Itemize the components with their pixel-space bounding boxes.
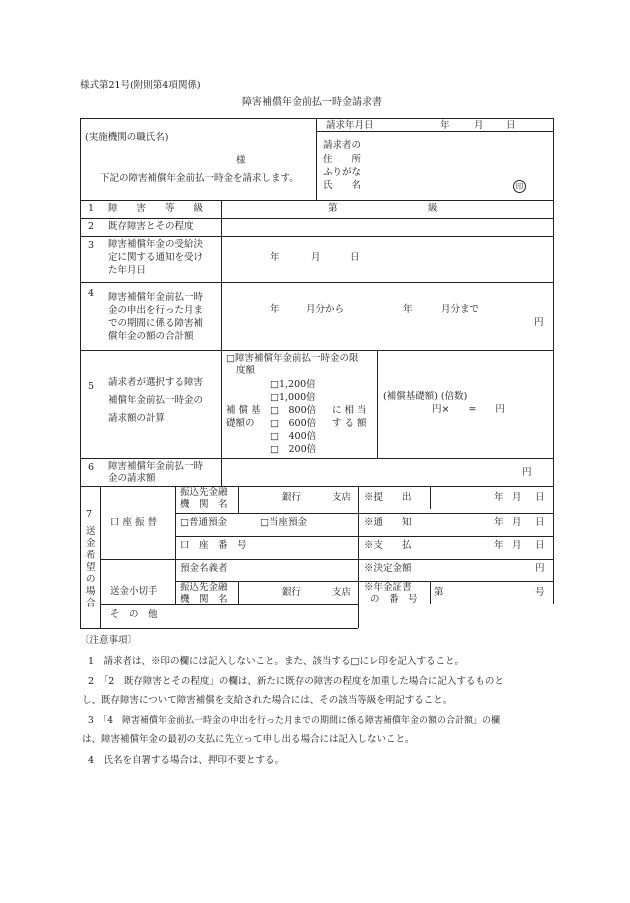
seal-icon: 印 xyxy=(513,180,526,193)
bank2-label-line1: 振込先金融 xyxy=(180,582,228,593)
calc-formula[interactable]: 円× = 円 xyxy=(432,404,505,415)
request-statement: 下記の障害補償年金前払一時金を請求します。 xyxy=(100,173,299,184)
pension-cert-go: 号 xyxy=(535,587,545,598)
request-date-year[interactable]: 年 xyxy=(440,120,450,131)
row3-day[interactable]: 日 xyxy=(350,252,360,263)
name-label: 氏 名 xyxy=(323,180,362,191)
row4-from-month[interactable]: 月分から xyxy=(306,304,345,315)
row3-year[interactable]: 年 xyxy=(270,252,280,263)
multiple-option-200[interactable]: □ 200倍 xyxy=(270,444,317,455)
address-label: 住 所 xyxy=(323,154,362,165)
row6-yen: 円 xyxy=(522,467,532,478)
submission-day: 日 xyxy=(535,492,545,503)
row4-label-line4: 償年金の額の合計額 xyxy=(108,331,194,342)
current-deposit-checkbox[interactable]: □当座預金 xyxy=(260,517,307,528)
notice-day: 日 xyxy=(535,517,545,528)
payment-day: 日 xyxy=(535,540,545,551)
ordinary-deposit-checkbox[interactable]: □普通預金 xyxy=(180,517,227,528)
row3-label-line1: 障害補償年金の受給決 xyxy=(108,239,204,250)
row4-label-line3: での期間に係る障害補 xyxy=(108,318,204,329)
multiple-option-1200[interactable]: □1,200倍 xyxy=(270,379,316,390)
request-date-day[interactable]: 日 xyxy=(506,120,516,131)
notice-year: 年 xyxy=(494,517,504,528)
row4-from-year[interactable]: 年 xyxy=(270,304,280,315)
row1-label: 障 害 等 級 xyxy=(108,203,204,214)
bank2-ginko[interactable]: 銀行 xyxy=(282,587,302,598)
pension-cert-label-line2: の 番 号 xyxy=(370,594,418,605)
grade-kyu: 級 xyxy=(428,203,438,214)
furigana-label: ふりがな xyxy=(323,167,362,178)
row6-label-line2: 金の請求額 xyxy=(108,473,156,484)
notice-month: 月 xyxy=(512,517,522,528)
claimant-label: 請求者の xyxy=(323,140,362,151)
agency-label: (実施機関の職氏名) xyxy=(85,132,169,143)
row5-number: 5 xyxy=(88,381,95,392)
note-2-line2: し、既存障害について障害補償を支給された場合には、その該当等級を明記すること。 xyxy=(82,695,453,706)
bank2-label-line2: 機 関 名 xyxy=(180,594,228,605)
row1-number: 1 xyxy=(88,203,95,214)
bank-label-line1: 振込先金融 xyxy=(180,487,228,498)
row6-number: 6 xyxy=(88,462,95,473)
multiple-option-800[interactable]: □ 800倍 xyxy=(270,405,317,416)
row3-label-line3: た年月日 xyxy=(108,265,147,276)
bank-label-line2: 機 関 名 xyxy=(180,499,228,510)
bank-ginko[interactable]: 銀行 xyxy=(282,492,302,503)
sama-label: 様 xyxy=(236,155,246,166)
limit-label-line2: 度額 xyxy=(236,365,256,376)
payment-month: 月 xyxy=(512,540,522,551)
page-title: 障害補償年金前払一時金請求書 xyxy=(242,97,382,108)
calc-header: (補償基礎額) (倍数) xyxy=(383,391,468,402)
bank-shiten[interactable]: 支店 xyxy=(332,492,352,503)
request-date-month[interactable]: 月 xyxy=(474,120,484,131)
limit-checkbox-label[interactable]: □障害補償年金前払一時金の限 xyxy=(226,353,359,364)
note-1: 1 請求者は、※印の欄には記入しないこと。また、該当する□にレ印を記入すること。 xyxy=(88,656,465,667)
request-date-label: 請求年月日 xyxy=(326,120,374,131)
row6-label-line1: 障害補償年金前払一時 xyxy=(108,461,204,472)
decided-amount-yen: 円 xyxy=(535,563,545,574)
pension-cert-label-line1: ※年金証書 xyxy=(364,582,412,593)
bank2-shiten[interactable]: 支店 xyxy=(332,587,352,598)
note-3-line1: 3 「4 障害補償年金前払一時金の申出を行った月までの期間に係る障害補償年金の額の合計額」の欄 xyxy=(88,716,500,726)
equivalent-label-line2: す る 額 xyxy=(332,418,367,429)
notice-label: ※通 知 xyxy=(364,517,412,528)
transfer-label: 口 座 振 替 xyxy=(110,517,158,528)
payment-label: ※支 払 xyxy=(364,540,412,551)
row4-label-line1: 障害補償年金前払一時 xyxy=(108,292,204,303)
note-4: 4 氏名を自署する場合は、押印不要とする。 xyxy=(88,755,285,766)
other-label: そ の 他 xyxy=(110,609,158,620)
row2-number: 2 xyxy=(88,221,95,232)
multiple-option-400[interactable]: □ 400倍 xyxy=(270,431,317,442)
row7-number: 7 xyxy=(86,509,93,520)
submission-label: ※提 出 xyxy=(364,492,412,503)
row3-number: 3 xyxy=(88,240,95,251)
multiple-option-1000[interactable]: □1,000倍 xyxy=(270,392,316,403)
row5-label-line3: 請求額の計算 xyxy=(108,413,166,424)
money-order-label: 送金小切手 xyxy=(110,586,158,597)
base-amount-label-line1: 補 償 基 xyxy=(226,405,261,416)
row4-number: 4 xyxy=(88,288,95,299)
equivalent-label-line1: に 相 当 xyxy=(332,405,367,416)
row4-yen: 円 xyxy=(534,317,544,328)
payment-year: 年 xyxy=(494,540,504,551)
note-3-line2: は、障害補償年金の最初の支払に先立って申し出る場合には記入しないこと。 xyxy=(82,734,415,745)
decided-amount-label: ※決定金額 xyxy=(364,563,412,574)
pension-cert-dai: 第 xyxy=(434,587,444,598)
row3-month[interactable]: 月 xyxy=(311,252,321,263)
base-amount-label-line2: 礎額の xyxy=(226,418,255,429)
row4-to-year[interactable]: 年 xyxy=(403,304,413,315)
row5-label-line2: 補償年金前払一時金の xyxy=(108,395,204,406)
account-number-label: 口 座 番 号 xyxy=(180,540,247,551)
account-holder-label: 預金名義者 xyxy=(180,563,228,574)
row4-label-line2: 金の申出を行った月ま xyxy=(108,305,204,316)
submission-year: 年 xyxy=(494,492,504,503)
form-number: 様式第21号(附則第4項関係) xyxy=(80,80,201,91)
grade-dai[interactable]: 第 xyxy=(328,203,338,214)
row2-label: 既存障害とその程度 xyxy=(108,221,194,232)
row3-label-line2: 定に関する通知を受け xyxy=(108,252,204,263)
row5-label-line1: 請求者が選択する障害 xyxy=(108,377,204,388)
row4-to-month[interactable]: 月分まで xyxy=(441,304,480,315)
note-2-line1: 2 「2 既存障害とその程度」の欄は、新たに既存の障害の程度を加重した場合に記入するものと xyxy=(88,676,504,687)
submission-month: 月 xyxy=(512,492,522,503)
notes-heading: 〔注意事項〕 xyxy=(80,635,138,646)
multiple-option-600[interactable]: □ 600倍 xyxy=(270,418,317,429)
remit-vertical-label: 送 金 希 望 の 場 合 xyxy=(86,526,96,609)
